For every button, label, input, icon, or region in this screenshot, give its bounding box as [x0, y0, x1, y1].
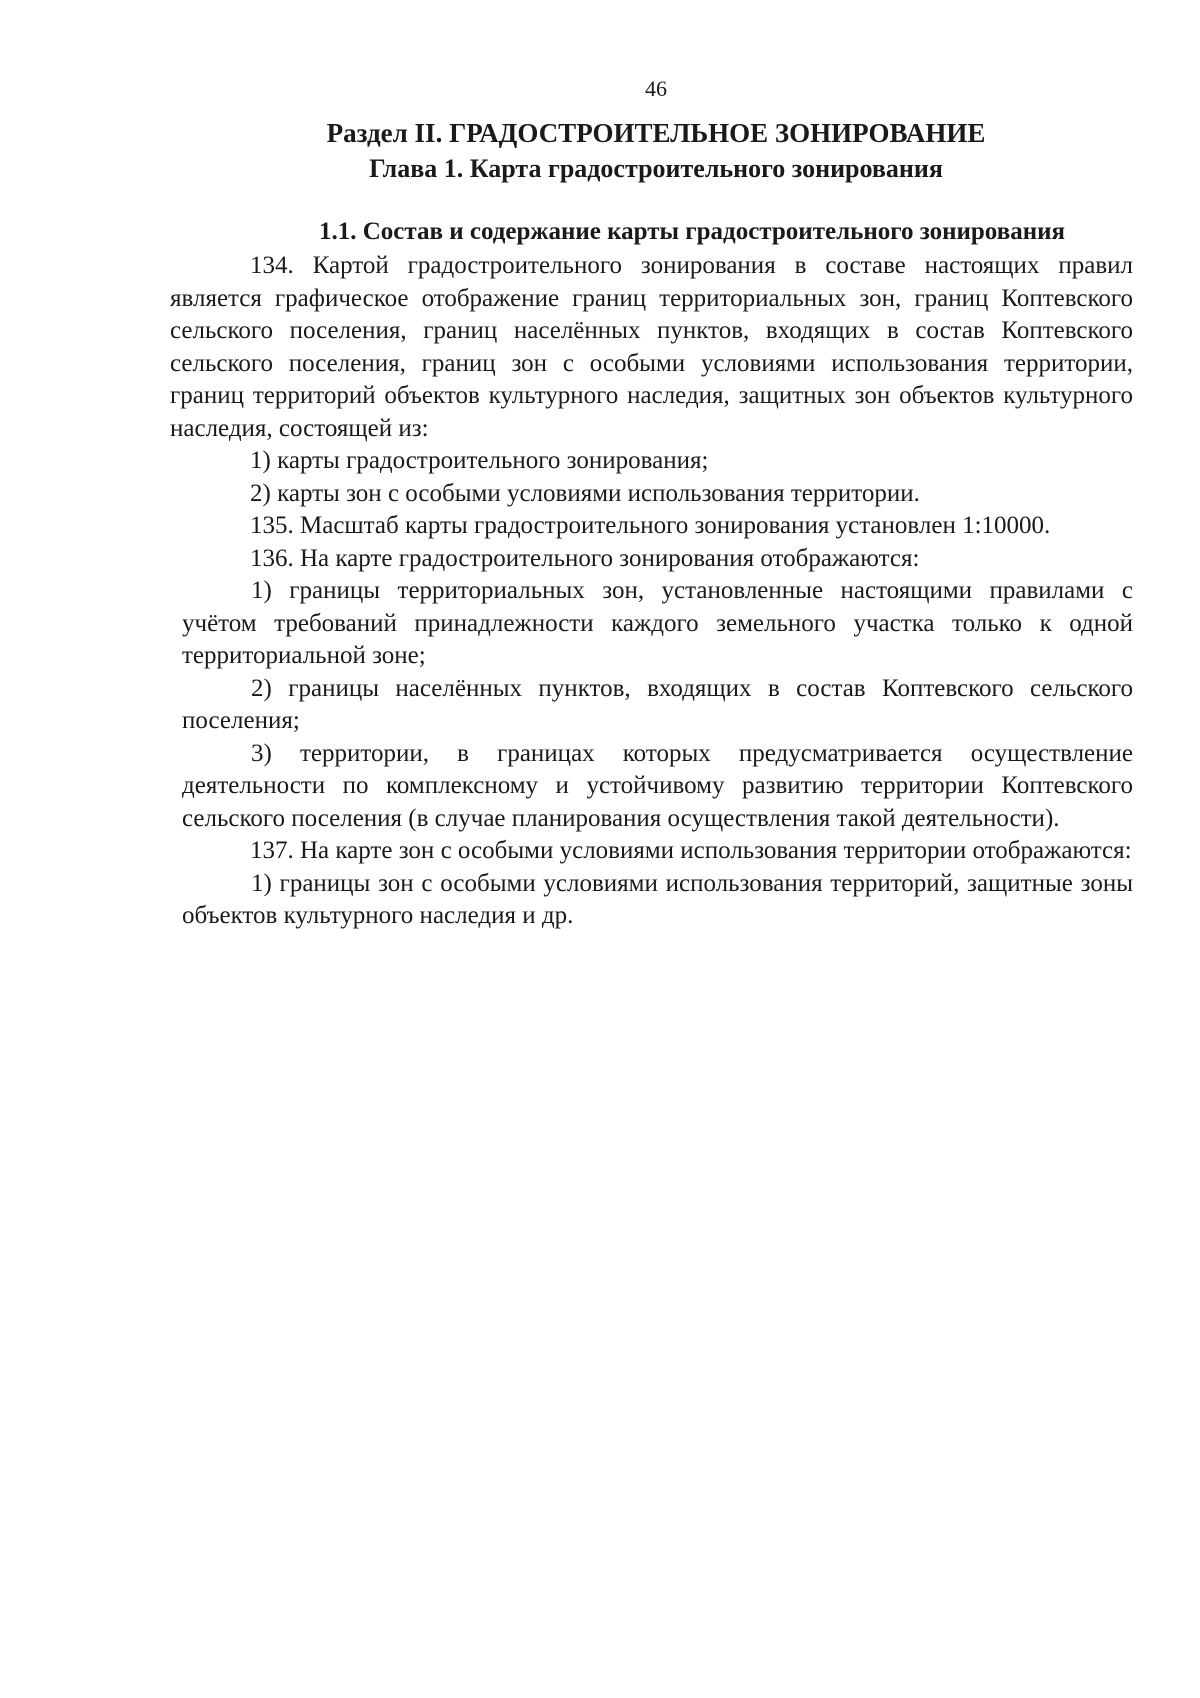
chapter-title: Глава 1. Карта градостроительного зонирования: [369, 154, 943, 183]
list-item-134-2: 2) карты зон с особыми условиями использования территории.: [250, 479, 920, 507]
list-item-134-1: 1) карты градостроительного зонирования;: [250, 447, 709, 474]
document-body: [170, 250, 1133, 933]
paragraph-137: 137. На карте зон с особыми условиями использования территории отображаются:: [250, 837, 1132, 864]
list-item-136-2: 2) границы населённых пунктов, входящих в состав Коптевского сельского поселения;: [182, 674, 1133, 734]
list-item-136-1: 1) границы территориальных зон, установленные настоящими правилами с учётом требований принадлежности каждого земельного участка только к одной территориальной зоне;: [182, 577, 1133, 669]
paragraph-136: 136. На карте градостроительного зонирования отображаются:: [250, 544, 920, 572]
page-number: 46: [645, 76, 667, 101]
section-title: Раздел II. ГРАДОСТРОИТЕЛЬНОЕ ЗОНИРОВАНИЕ: [326, 118, 986, 148]
paragraph-134: 134. Картой градостроительного зонирования в составе настоящих правил является графическое отображение границ территориальных зон, границ Коптевского сельского поселения, границ населённых пунктов, входящих в состав Коптевского сельского поселения, границ зон с особыми условиями использования территории, границ территорий объектов культурного наследия, защитных зон объектов культурного наследия, состоящей из:: [170, 252, 1133, 442]
paragraph-135: 135. Масштаб карты градостроительного зонирования установлен 1:10000.: [250, 512, 1051, 539]
list-item-136-3: 3) территории, в границах которых предусматривается осуществление деятельности по комплексному и устойчивому развитию территории Коптевского сельского поселения (в случае планирования осуществления такой деятельности).: [182, 739, 1133, 832]
subsection-title: 1.1. Состав и содержание карты градостроительного зонирования: [318, 218, 1066, 245]
list-item-137-1: 1) границы зон с особыми условиями использования территорий, защитные зоны объектов культурного наследия и др.: [182, 869, 1133, 929]
